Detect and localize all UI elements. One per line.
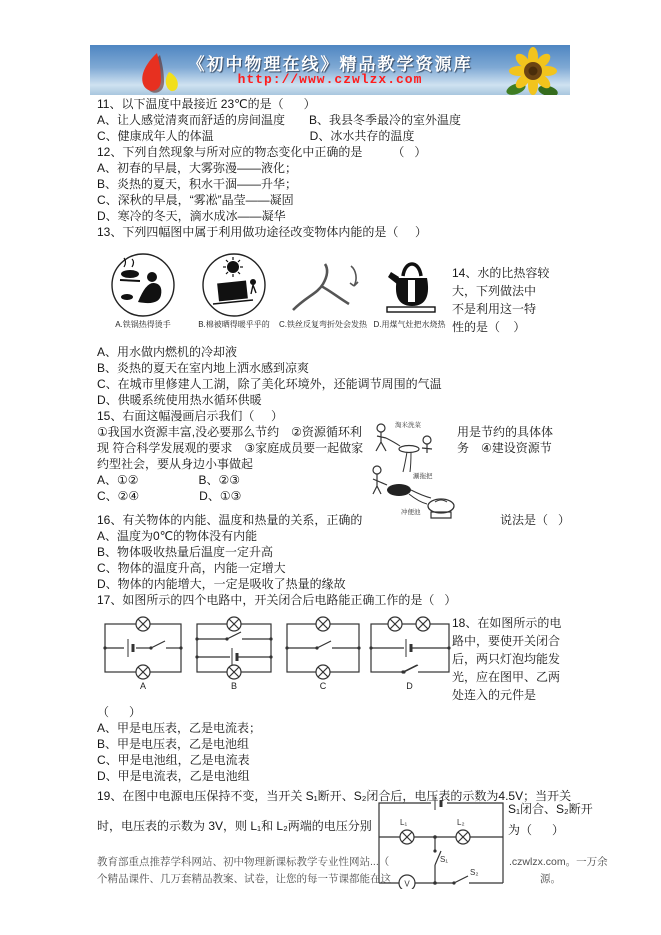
- site-banner: [90, 45, 570, 95]
- q19-circuit-diagram: [375, 797, 507, 889]
- q16-option-c: C、物体的温度升高，内能一定增大: [97, 561, 286, 575]
- q18-stem-line4: 光，应在图甲、乙两: [452, 670, 561, 684]
- question-16-options: [97, 528, 570, 592]
- q14-option-d: D、供暖系统使用热水循环供暖: [97, 393, 262, 407]
- cartoon-label-mop: 涮拖把: [413, 473, 433, 480]
- q13-caption-d: D.用煤气灶把水烧热: [373, 320, 446, 329]
- switch2-label: S₂: [470, 868, 479, 877]
- circuit-d-diagram: [368, 616, 452, 680]
- question-18-stem: [452, 608, 570, 704]
- q13-caption-a: A.铁锅热得烫手: [115, 320, 171, 329]
- voltmeter-label: V: [404, 879, 410, 889]
- q18-option-d: D、甲是电流表，乙是电池组: [97, 769, 250, 783]
- voltmeter-icon: [399, 875, 415, 889]
- q16-stem-right: 说法是（ ）: [499, 513, 570, 527]
- circuit-c-diagram: [284, 616, 362, 680]
- figure-hot-pan: [97, 240, 189, 344]
- q16-stem-left: 16、有关物体的内能、温度和热量的关系，正确的: [97, 513, 363, 527]
- lamp-icon: [456, 830, 470, 844]
- figure-bent-wire: [279, 240, 367, 344]
- lamp-icon: [400, 830, 414, 844]
- q11-options-cd: C、健康成年人的体温 D、冰水共存的温度: [97, 129, 415, 143]
- circuit-b-diagram: [194, 616, 274, 680]
- q17-stem: 17、如图所示的四个电路中，开关闭合后电路能正确工作的是（ ）: [97, 593, 457, 607]
- battery-icon: [128, 639, 133, 657]
- q15-right-line2: 务 ④建设资源节: [457, 441, 552, 455]
- question-15-body: [97, 422, 570, 516]
- q18-paren: （ ）: [97, 705, 142, 719]
- q15-left-text: [97, 424, 375, 504]
- q19-right-line1: S₁闭合、S₂断开: [508, 802, 593, 816]
- bent-wire-image: [283, 252, 363, 318]
- q14-stem-line3: 不是利用这一特: [452, 302, 537, 316]
- question-11: [97, 96, 570, 144]
- q18-option-b: B、甲是电压表，乙是电池组: [97, 737, 250, 751]
- banner-url: http://www.czwlzx.com: [237, 72, 423, 87]
- footer-line1-right: .czwlzx.com。一万余: [509, 856, 608, 868]
- q15-right-text: [457, 424, 570, 504]
- battery-icon: [406, 639, 411, 657]
- q12-option-a: A、初春的早晨，大雾弥漫——液化；: [97, 161, 298, 175]
- circuit-d-label: D: [406, 681, 413, 691]
- q19-stem-line2: 时，电压表的示数为 3V，则 L₁和 L₂两端的电压分别: [97, 819, 372, 833]
- q12-option-d: D、寒冷的冬天，滴水成冰——凝华: [97, 209, 286, 223]
- switch-icon: [149, 641, 165, 650]
- q15-options-ab: A、①② B、②③: [97, 473, 241, 487]
- circuit-a-figure: [97, 608, 189, 704]
- q15-options-cd: C、②④ D、①③: [97, 489, 242, 503]
- q14-option-a: A、用水做内燃机的冷却液: [97, 345, 238, 359]
- question-14-options: [97, 344, 570, 408]
- q12-option-b: B、炎热的夏天，积水干涸——升华；: [97, 177, 298, 191]
- q18-stem-line1: 18、在如图所示的电: [452, 616, 562, 630]
- q16-option-a: A、温度为0℃的物体没有内能: [97, 529, 258, 543]
- water-reuse-cartoon: [365, 418, 465, 522]
- q12-option-c: C、深秋的早晨，“雾凇”晶莹——凝固: [97, 193, 294, 207]
- cartoon-label-rice: 淘米洗菜: [395, 422, 421, 429]
- question-14-stem: [452, 240, 560, 344]
- q17-circuits-row: [97, 608, 570, 704]
- sunned-quilt-image: [201, 252, 267, 318]
- lamp-icon: [227, 617, 241, 631]
- q13-caption-c: C.铁丝反复弯折处会发热: [279, 320, 367, 329]
- lamp2-label: L₂: [457, 818, 465, 827]
- cartoon-label-toilet: 冲便池: [401, 509, 421, 516]
- battery-icon: [435, 797, 441, 810]
- circuit-b-figure: [189, 608, 279, 704]
- hot-pan-image: [110, 252, 176, 318]
- sunflower-icon: [500, 45, 564, 95]
- figure-sunned-quilt: [189, 240, 279, 344]
- q13-stem: 13、下列四幅图中属于利用做功途径改变物体内能的是（ ）: [97, 225, 428, 239]
- q14-stem-line2: 大，下列做法中: [452, 284, 537, 298]
- q15-line2: 现 符合科学发展观的要求 ③家庭成员要一起做家: [97, 441, 364, 455]
- q14-option-c: C、在城市里修建人工湖，除了美化环境外，还能调节周围的气温: [97, 377, 442, 391]
- footer-line2-right: 源。: [540, 873, 561, 885]
- lamp-icon: [227, 665, 241, 679]
- lamp-icon: [388, 617, 402, 631]
- question-18-options: [97, 704, 570, 784]
- q15-right-line1: 用是节约的具体体: [457, 425, 554, 439]
- circuit-a-diagram: [102, 616, 184, 680]
- q19-right-line2: 为（ ）: [508, 823, 565, 837]
- circuit-a-label: A: [139, 681, 146, 691]
- q15-line1: ①我国水资源丰富,没必要那么节约 ②资源循环利: [97, 425, 362, 439]
- q15-stem: 15、右面这幅漫画启示我们（ ）: [97, 409, 284, 423]
- q14-stem-line1: 14、水的比热容较: [452, 266, 550, 280]
- q13-figures-row: [97, 240, 570, 344]
- q14-option-b: B、炎热的夏天在室内地上洒水感到凉爽: [97, 361, 310, 375]
- footer-line1-left: 教育部重点推荐学科网站、初中物理新课标教学专业性网站...（: [97, 856, 390, 868]
- q11-stem: 11、以下温度中最接近 23℃的是（ ）: [97, 97, 316, 111]
- switch-icon: [315, 641, 331, 650]
- question-12: [97, 144, 570, 224]
- q16-option-d: D、物体的内能增大，一定是吸收了热量的缘故: [97, 577, 346, 591]
- q13-caption-b: B.棉被晒得暖乎乎的: [198, 320, 270, 329]
- switch1-label: S₁: [440, 855, 449, 864]
- figure-kettle: [367, 240, 452, 344]
- q19-stem-line1: 19、在图中电源电压保持不变，当开关 S₁断开、S₂闭合后，电压表的示数为4.5V；当开关: [97, 789, 572, 803]
- q12-stem: 12、下列自然现象与所对应的物态变化中正确的是 （ ）: [97, 145, 427, 159]
- q18-option-a: A、甲是电压表，乙是电流表；: [97, 721, 262, 735]
- q15-line3: 约型社会，要从身边小事做起: [97, 457, 254, 471]
- circuit-c-figure: [279, 608, 367, 704]
- switch-icon: [225, 632, 241, 641]
- kettle-image: [379, 252, 441, 318]
- q18-stem-line3: 后，两只灯泡均能发: [452, 652, 561, 666]
- lamp-icon: [316, 617, 330, 631]
- lamp-icon: [136, 665, 150, 679]
- lamp-icon: [316, 665, 330, 679]
- banner-title: 《初中物理在线》精品教学资源库: [187, 55, 473, 74]
- circuit-b-label: B: [230, 681, 237, 691]
- lamp-icon: [416, 617, 430, 631]
- question-16-stem: [97, 512, 570, 528]
- q16-option-b: B、物体吸收热量后温度一定升高: [97, 545, 274, 559]
- q18-option-c: C、甲是电池组，乙是电流表: [97, 753, 250, 767]
- q18-stem-line2: 路中，要使开关闭合: [452, 634, 561, 648]
- lamp1-label: L₁: [400, 818, 408, 827]
- q18-stem-line5: 处连入的元件是: [452, 688, 537, 702]
- battery-icon: [232, 648, 237, 666]
- q11-options-ab: A、让人感觉清爽而舒适的房间温度 B、我县冬季最冷的室外温度: [97, 113, 462, 127]
- switch-icon: [452, 876, 468, 885]
- footer-line2-left: 个精品课件、几万套精品教案、试卷，让您的每一节课都能在这: [97, 873, 391, 885]
- lamp-icon: [136, 617, 150, 631]
- document-body: [97, 96, 570, 784]
- circuit-d-figure: [367, 608, 452, 704]
- circuit-c-label: C: [319, 681, 327, 691]
- q14-stem-line4: 性的是（ ）: [452, 320, 526, 334]
